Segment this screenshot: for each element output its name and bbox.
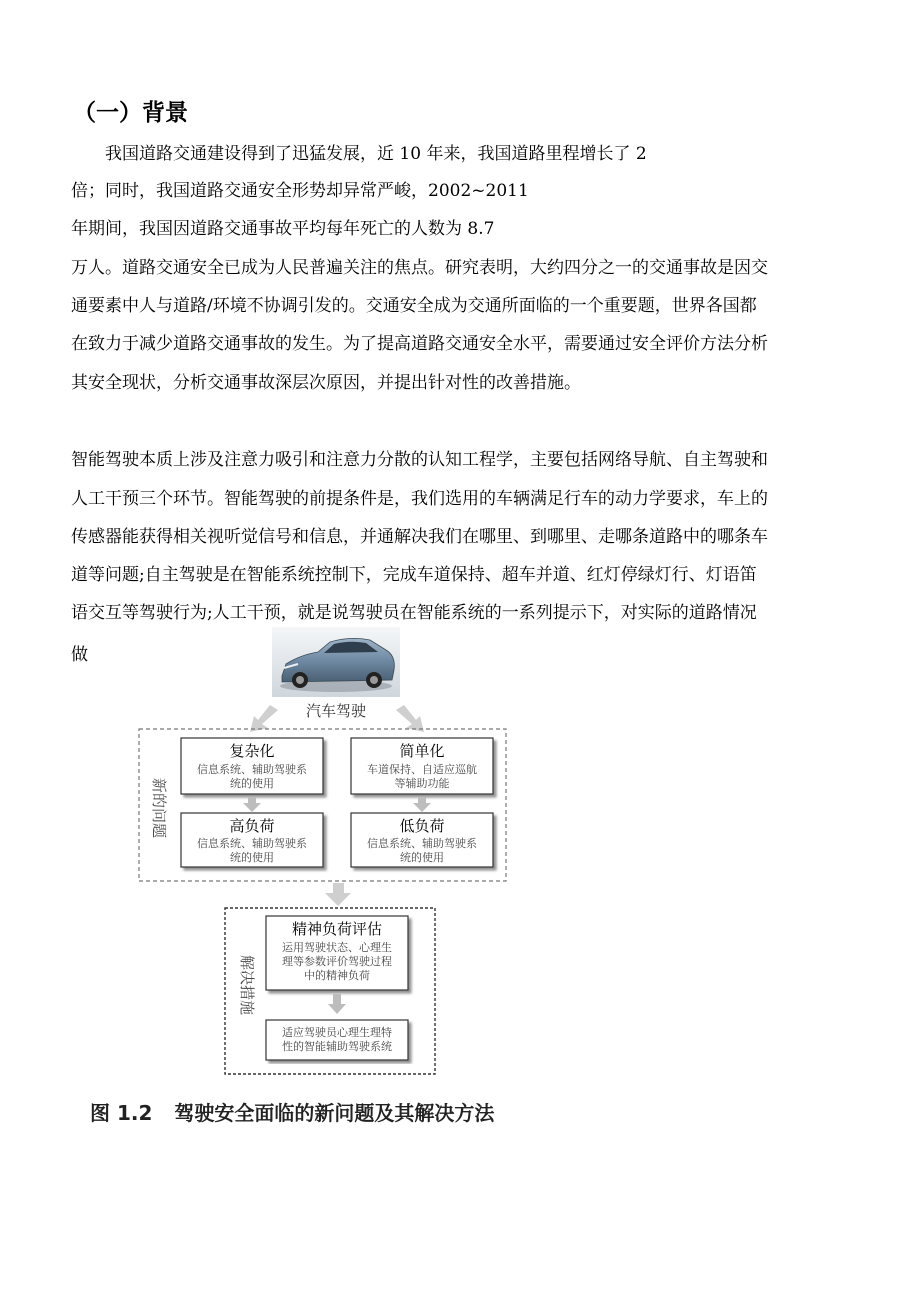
caption-number: 图 1.2 bbox=[90, 1101, 153, 1125]
box-simple-desc: 等辅助功能 bbox=[394, 777, 450, 790]
box-adaptive-system bbox=[266, 1020, 408, 1060]
box-low-title: 低负荷 bbox=[399, 817, 445, 835]
paragraph2-line: 语交互等驾驶行为;人工干预，就是说驾驶员在智能系统的一系列提示下，对实际的道路情况 bbox=[71, 603, 757, 623]
box-complex-title: 复杂化 bbox=[229, 742, 275, 760]
paragraph1-line: 通要素中人与道路/环境不协调引发的。交通安全成为交通所面临的一个重要题，世界各国都 bbox=[71, 296, 757, 316]
box-low-desc: 统的使用 bbox=[400, 851, 444, 864]
paragraph2-line: 做 bbox=[71, 645, 88, 665]
box-simple-title: 简单化 bbox=[399, 742, 445, 760]
box-adapt-desc: 适应驾驶员心理生理特 bbox=[282, 1026, 392, 1039]
paragraph1-line: 我国道路交通建设得到了迅猛发展，近 10 年来，我国道路里程增长了 2 bbox=[71, 144, 647, 164]
paragraph1-line: 倍；同时，我国道路交通安全形势却异常严峻，2002~2011 bbox=[71, 181, 529, 201]
box-eval-desc: 中的精神负荷 bbox=[304, 969, 370, 982]
figure-caption bbox=[90, 1097, 516, 1126]
box-high-load bbox=[181, 813, 323, 867]
paragraph1-line: 在致力于减少道路交通事故的发生。为了提高道路交通安全水平，需要通过安全评价方法分析 bbox=[71, 334, 768, 354]
paragraph1-line: 年期间，我国因道路交通事故平均每年死亡的人数为 8.7 bbox=[71, 219, 495, 239]
paragraph2-line: 传感器能获得相关视听觉信号和信息，并通解决我们在哪里、到哪里、走哪条道路中的哪条车 bbox=[71, 527, 768, 547]
box-high-desc: 信息系统、辅助驾驶系 bbox=[197, 837, 307, 850]
paragraph2-line: 道等问题;自主驾驶是在智能系统控制下，完成车道保持、超车并道、红灯停绿灯行、灯语笛 bbox=[71, 565, 757, 585]
box-low-desc: 信息系统、辅助驾驶系 bbox=[367, 837, 477, 850]
box-complex-desc: 信息系统、辅助驾驶系 bbox=[197, 763, 307, 776]
car-label: 汽车驾驶 bbox=[305, 702, 367, 720]
arrow-icon bbox=[325, 883, 351, 906]
paragraph1-line: 万人。道路交通安全已成为人民普遍关注的焦点。研究表明，大约四分之一的交通事故是因交 bbox=[71, 258, 768, 278]
box-eval-title: 精神负荷评估 bbox=[291, 920, 383, 938]
section-heading: （一）背景 bbox=[73, 100, 188, 126]
box-simple bbox=[351, 738, 493, 794]
solutions-group-label: 解决措施 bbox=[238, 954, 256, 1016]
box-high-desc: 统的使用 bbox=[230, 851, 274, 864]
box-low-load bbox=[351, 813, 493, 867]
paragraph2-line: 智能驾驶本质上涉及注意力吸引和注意力分散的认知工程学，主要包括网络导航、自主驾驶和 bbox=[71, 450, 768, 470]
arrow-icon bbox=[243, 797, 431, 812]
box-simple-desc: 车道保持、自适应巡航 bbox=[367, 763, 477, 776]
paragraph1-line: 其安全现状，分析交通事故深层次原因，并提出针对性的改善措施。 bbox=[71, 373, 581, 393]
box-mental-load-eval bbox=[266, 916, 408, 990]
box-adapt-desc: 性的智能辅助驾驶系统 bbox=[282, 1040, 392, 1053]
box-eval-desc: 运用驾驶状态、心理生 bbox=[282, 941, 392, 954]
box-eval-desc: 理等参数评价驾驶过程 bbox=[282, 955, 392, 968]
box-complex-desc: 统的使用 bbox=[230, 777, 274, 790]
box-high-title: 高负荷 bbox=[229, 817, 275, 835]
caption-text: 驾驶安全面临的新问题及其解决方法 bbox=[174, 1101, 495, 1125]
arrow-icon bbox=[328, 994, 346, 1014]
paragraph2-line: 人工干预三个环节。智能驾驶的前提条件是，我们选用的车辆满足行车的动力学要求，车上的 bbox=[71, 489, 768, 509]
car-photo bbox=[272, 627, 400, 697]
box-complex bbox=[181, 738, 323, 794]
problems-group-label: 新的问题 bbox=[150, 777, 168, 839]
